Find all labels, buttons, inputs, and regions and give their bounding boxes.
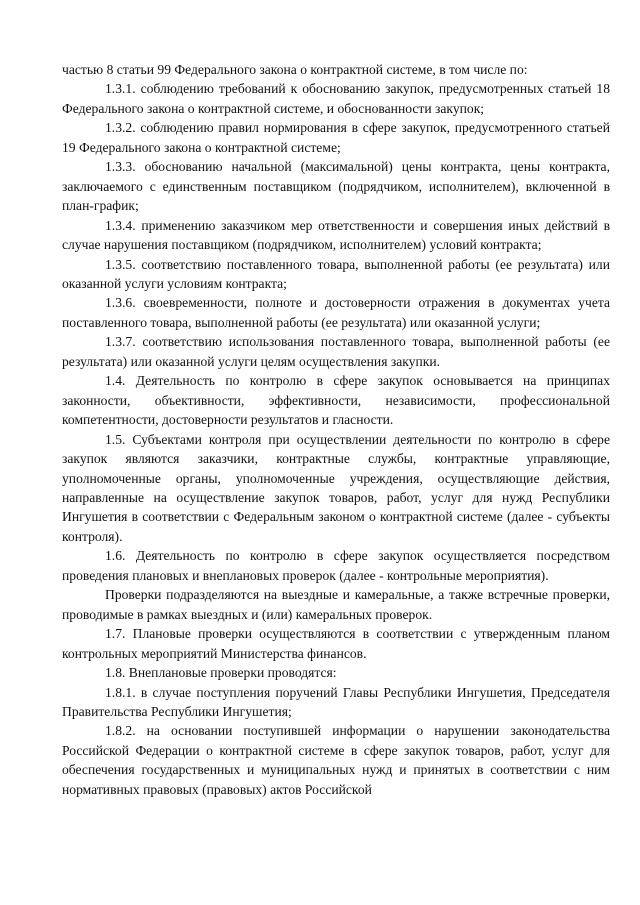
paragraph-1-3-1: 1.3.1. соблюдению требований к обоснованию закупок, предусмотренных статьей 18 Федерального закона о контрактной системе, и обоснованности закупок; [62,81,610,116]
paragraph-1-8: 1.8. Внеплановые проверки проводятся: [105,665,337,681]
paragraph-continuation: частью 8 статьи 99 Федерального закона о контрактной системе, в том числе по: [62,62,528,77]
paragraph-1-3-6: 1.3.6. своевременности, полноте и достоверности отражения в документах учета поставленного товара, выполненной работы (ее результата) или оказанной услуги; [62,295,610,330]
paragraph-1-3-3: 1.3.3. обоснованию начальной (максимальной) цены контракта, цены контракта, заключаемого с единственным поставщиком (подрядчиком, исполнителем), включенной в план-график; [62,159,610,214]
paragraph-1-4: 1.4. Деятельность по контролю в сфере закупок основывается на принципах законности, объективности, эффективности, независимости, профессиональной компетентности, достоверности результатов и гласности. [62,373,610,428]
paragraph-1-5: 1.5. Субъектами контроля при осуществлении деятельности по контролю в сфере закупок являются заказчики, контрактные службы, контрактные управляющие, уполномоченные органы, уполномоченные учреждения, осуществляющие действия, направленные на осуществление закупок товаров, работ, услуг для нужд Республики Ингушетия в соответствии с Федеральным законом о контрактной системе (далее - субъекты контроля). [62,431,610,544]
paragraph-1-3-7: 1.3.7. соответствию использования поставленного товара, выполненной работы (ее результата) или оказанной услуги целям осуществления закупки. [62,334,610,369]
paragraph-1-6: 1.6. Деятельность по контролю в сфере закупок осуществляется посредством проведения плановых и внеплановых проверок (далее - контрольные мероприятия). [62,548,610,583]
document-page [62,60,610,799]
paragraph-1-3-5: 1.3.5. соответствию поставленного товара, выполненной работы (ее результата) или оказанной услуги условиям контракта; [62,256,610,291]
paragraph-1-3-2: 1.3.2. соблюдению правил нормирования в сфере закупок, предусмотренного статьей 19 Федерального закона о контрактной системе; [62,120,610,155]
paragraph-1-8-1: 1.8.1. в случае поступления поручений Главы Республики Ингушетия, Председателя Правительства Республики Ингушетия; [62,684,610,719]
paragraph-1-3-4: 1.3.4. применению заказчиком мер ответственности и совершения иных действий в случае нарушения поставщиком (подрядчиком, исполнителем) условий контракта; [62,217,610,253]
paragraph-1-8-2: 1.8.2. на основании поступившей информации о нарушении законодательства Российской Федерации о контрактной системе в сфере закупок товаров, работ, услуг для обеспечения государственных и муниципальных нужд и принятых в соответствии с ним нормативных правовых (правовых) актов Российской [62,723,610,797]
paragraph-1-7: 1.7. Плановые проверки осуществляются в соответствии с утвержденным планом контрольных мероприятий Министерства финансов. [62,626,610,661]
paragraph-inspections-types: Проверки подразделяются на выездные и камеральные, а также встречные проверки, проводимые в рамках выездных и (или) камеральных проверок. [62,587,610,622]
